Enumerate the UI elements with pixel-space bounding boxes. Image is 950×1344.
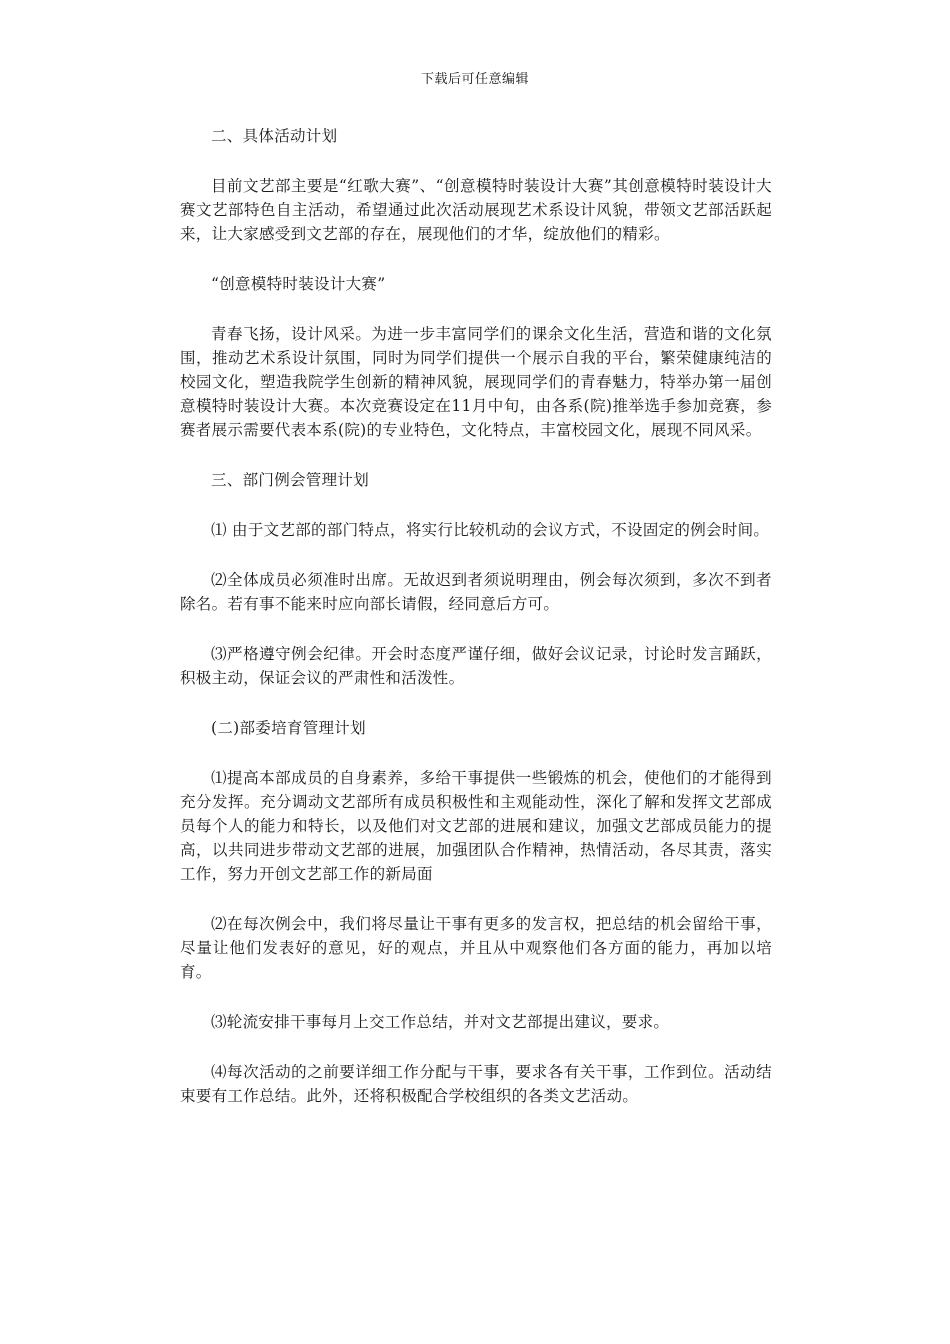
paragraph-activity-intro: 目前文艺部主要是“红歌大赛”、“创意模特时装设计大赛”其创意模特时装设计大赛文艺部特色自主活动，希望通过此次活动展现艺术系设计风貌，带领文艺部活跃起来，让大家感受到文艺部的存在，展现他们的才华，绽放他们的精彩。 bbox=[180, 177, 772, 243]
paragraph-training-item-4: ⑷每次活动的之前要详细工作分配与干事，要求各有关干事，工作到位。活动结束要有工作总结。此外，还将积极配合学校组织的各类文艺活动。 bbox=[180, 1063, 772, 1105]
paragraph-meeting-item-3: ⑶严格遵守例会纪律。开会时态度严谨仔细，做好会议记录，讨论时发言踊跃，积极主动，保证会议的严肃性和活泼性。 bbox=[180, 645, 772, 687]
paragraph-meeting-item-2: ⑵全体成员必须准时出席。无故迟到者须说明理由，例会每次须到，多次不到者除名。若有事不能来时应向部长请假，经同意后方可。 bbox=[180, 571, 772, 613]
document-body bbox=[180, 124, 772, 1134]
section-heading-meeting-plan: 三、部门例会管理计划 bbox=[211, 471, 370, 489]
paragraph-training-item-3: ⑶轮流安排干事每月上交工作总结，并对文艺部提出建议，要求。 bbox=[211, 1013, 670, 1031]
subheading-fashion-contest: “创意模特时装设计大赛” bbox=[211, 275, 386, 293]
section-heading-activity-plan: 二、具体活动计划 bbox=[211, 127, 338, 145]
section-heading-training-plan: (二)部委培育管理计划 bbox=[211, 719, 366, 737]
paragraph-fashion-contest: 青春飞扬，设计风采。为进一步丰富同学们的课余文化生活，营造和谐的文化氛围，推动艺术系设计氛围，同时为同学们提供一个展示自我的平台，繁荣健康纯洁的校园文化，塑造我院学生创新的精神风貌，展现同学们的青春魅力，特举办第一届创意模特时装设计大赛。本次竞赛设定在11月中旬，由各系(院)推举选手参加竞赛，参赛者展示需要代表本系(院)的专业特色，文化特点，丰富校园文化，展现不同风采。 bbox=[180, 325, 772, 439]
paragraph-training-item-1: ⑴提高本部成员的自身素养，多给干事提供一些锻炼的机会，使他们的才能得到充分发挥。充分调动文艺部所有成员积极性和主观能动性，深化了解和发挥文艺部成员每个人的能力和特长，以及他们对文艺部的进展和建议，加强文艺部成员能力的提高，以共同进步带动文艺部的进展，加强团队合作精神，热情活动，各尽其责，落实工作，努力开创文艺部工作的新局面 bbox=[180, 769, 772, 883]
page-header-note: 下载后可任意编辑 bbox=[420, 72, 529, 87]
paragraph-meeting-item-1: ⑴ 由于文艺部的部门特点，将实行比较机动的会议方式，不设固定的例会时间。 bbox=[211, 521, 770, 539]
paragraph-training-item-2: ⑵在每次例会中，我们将尽量让干事有更多的发言权，把总结的机会留给干事，尽量让他们发表好的意见，好的观点，并且从中观察他们各方面的能力，再加以培育。 bbox=[180, 915, 772, 981]
